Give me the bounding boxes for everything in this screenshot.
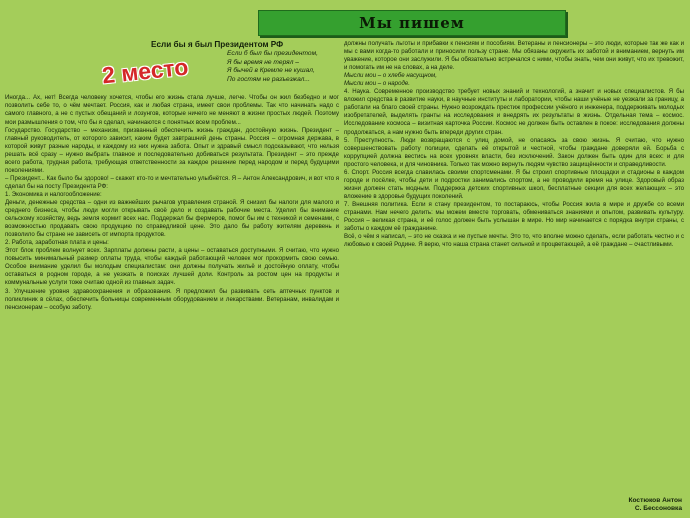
paragraph: 7. Внешняя политика. Если я стану президентом, то постараюсь, чтобы Россия жила в мире и дружбе со всеми странами. Нам нечего делить: мы можем вместе торговать, обмениваться знаниями и опытом, развивать культуру. Россия – великая страна, и её голос должен быть услышан в мире. Но мир начинается с порядка внутри страны, с заботы о каждом её гражданине. <box>344 200 684 233</box>
section-banner <box>258 10 566 36</box>
article-left-column <box>5 40 339 498</box>
paragraph: 3. Улучшение уровня здравоохранения и образования. Я предложил бы развивать сеть аптечных пунктов и поликлиник в сёлах, обеспечить больницы современным оборудованием и лекарствами. Ветеранам, инвалидам и пенсионерам – особую заботу. <box>5 287 339 311</box>
article-right-column <box>344 40 684 498</box>
paragraph: 2. Работа, заработная плата и цены: <box>5 239 109 247</box>
article-title: Если бы я был Президентом РФ <box>151 40 284 49</box>
quote-line: Мысли мои – о хлебе насущном, <box>344 72 437 80</box>
quote-line: Мысли мои – о народе. <box>344 80 410 88</box>
paragraph: Этот блок проблем волнует всех. Зарплаты должны расти, а цены – оставаться доступными. Я считаю, что нужно повысить минимальный размер оплаты труда, чтобы каждый работающий человек мог прокормить свою семью. Особое внимание уделил бы молодым специалистам: они должны получать жильё и достойную оплату, чтобы оставаться в родном городе, а не уезжать в поисках лучшей доли. Контроль за ростом цен на продукты и коммунальные услуги тоже считаю одной из главных задач. <box>5 247 339 287</box>
paragraph: 5. Преступность. Люди возвращаются с улиц домой, не опасаясь за свою жизнь. Я считаю, что нужно совершенствовать работу полиции, сделать её открытой и честной, чтобы граждане доверяли ей. Борьба с коррупцией должна вестись на всех уровнях власти, без исключений. Закон должен быть один для всех: и для простого человека, и для чиновника. Только так можно вернуть людям чувство защищённости и справедливости. <box>344 136 684 168</box>
paragraph: Деньги, денежные средства – одни из важнейших рычагов управления страной. Я снизил бы налоги для малого и среднего бизнеса, чтобы люди могли открывать своё дело и создавать рабочие места. Уделил бы внимание сельскому хозяйству, ведь земля кормит всех нас. Поддержал бы фермеров, помог бы им с техникой и семенами, с возможностью продавать свою продукцию по справедливой цене. Это дало бы работу жителям деревень и позволило бы стране не зависеть от импорта продуктов. <box>5 198 339 239</box>
paragraph: должны получать льготы и прибавки к пенсиям и пособиям. Ветераны и пенсионеры – это люди, которые так же как и мы с вами когда-то работали и приносили пользу стране. Мы обязаны окружить их заботой и вниманием, вернуть им уважение, которое они заслужили. Я бы обязательно встречался с ними, чтобы знать, чем они живут, что их тревожит, и помогать им не на словах, а на деле. <box>344 40 684 72</box>
article-body-left <box>5 94 339 311</box>
paragraph: 1. Экономика и налогообложение: <box>5 190 102 198</box>
article-body-right <box>344 40 684 249</box>
author-name: Костюков Антон <box>628 496 682 504</box>
paragraph: Всё, о чём я написал, – это не сказка и не пустые мечты. Это то, что вполне можно сделать, если работать честно и с любовью к своей Родине. Я верю, что наша страна станет сильной и процветающей, а её граждане – счастливыми. <box>344 233 684 249</box>
paragraph: Иногда... Ах, нет! Всегда человеку хочется, чтобы его жизнь стала лучше, легче. Чтобы он жил безбедно и мог позволить себе то, о чём мечтает. Россия, как и любая страна, имеет свои проблемы. Так что начинать надо с самого главного, а не с пустых обещаний и лозунгов, которые ничего не меняют в жизни простых людей. Поэтому мои размышления о том, что бы я сделал, начинаются с понятных всем проблем... <box>5 94 339 126</box>
paragraph: Государство. Государство – механизм, призванный обеспечить жизнь граждан, достойную жизнь. Президент – главный руководитель, от которого зависит, каким будет завтрашний день страны. Россия – огромная держава, в которой живут разные народы, и каждому из них нужна забота. Опыт и здравый смысл подсказывают, что нельзя решать всё сразу – нужно выбрать главное и последовательно добиваться результата. Президент – это прежде всего работа, трудная работа, требующая ответственности за каждое решение перед народом и перед будущими поколениями. <box>5 126 339 174</box>
epigraph <box>227 50 339 84</box>
place-badge: 2 место <box>100 53 190 89</box>
epigraph-line: По гостям не разъезжал... <box>227 75 310 83</box>
epigraph-line: Я бычей в Кремле не кушал, <box>227 67 315 75</box>
author-location: С. Бессоновка <box>634 505 682 513</box>
paragraph: 6. Спорт. Россия всегда славилась своими спортсменами. Я бы строил спортивные площадки и стадионы в каждом городе и посёлке, чтобы дети и подростки занимались спортом, а не проводили время на улице. Здоровый образ жизни должен стать модным. Поддержка детских спортивных школ, бесплатные секции для всех желающих – это вложение в здоровье будущих поколений. <box>344 168 684 200</box>
paragraph: 4. Наука. Современное производство требует новых знаний и технологий, а значит и новых специалистов. Я бы вложил средства в развитие науки, в научные институты и лаборатории, чтобы наши учёные не уезжали за границу, а работали на благо своей страны. Нужно возрождать престиж профессии учёного и инженера, поддерживать молодых изобретателей, выделять гранты на исследования и внедрять их результаты в жизнь. Отдельная тема – космос. Исследование космоса – визитная карточка России. Космос не должен быть оставлен в покое: исследования должны продолжаться, а нам нужно быть впереди других стран. <box>344 88 684 136</box>
author-signature <box>628 497 682 514</box>
section-title: Мы пишем <box>359 14 465 32</box>
paragraph: – Президент... Как было бы здорово! – скажет кто-то и мечтательно улыбнётся. Я – Антон Александрович, и вот что я сделал бы на посту Президента РФ: <box>5 174 339 190</box>
epigraph-line: Я бы время не терял – <box>227 58 299 66</box>
epigraph-line: Если б был бы президентом, <box>227 50 318 57</box>
